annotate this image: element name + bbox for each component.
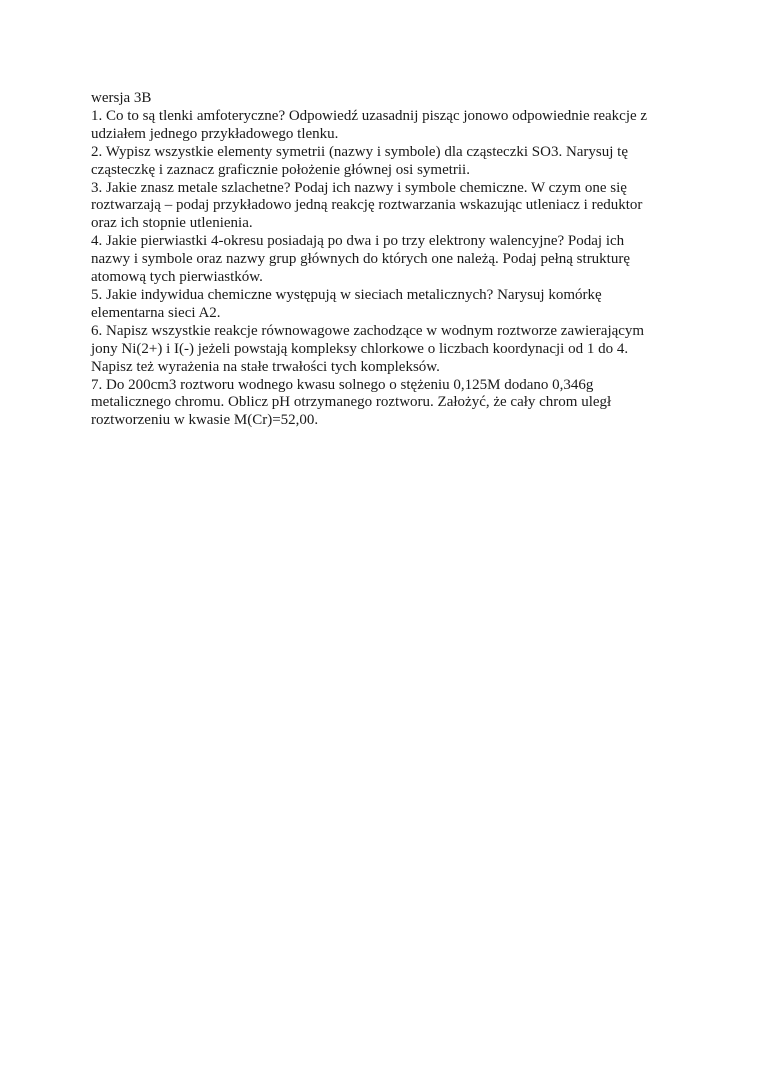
document-content [91, 90, 671, 430]
question-7 [91, 377, 671, 431]
question-3-line-3: oraz ich stopnie utlenienia. [91, 215, 253, 232]
question-3 [91, 180, 671, 234]
question-6-line-3: Napisz też wyrażenia na stałe trwałości tych kompleksów. [91, 358, 440, 375]
question-2-line-2: cząsteczkę i zaznacz graficznie położenie głównej osi symetrii. [91, 161, 470, 178]
question-1-line-2: udziałem jednego przykładowego tlenku. [91, 125, 339, 142]
question-2 [91, 144, 671, 180]
question-6-line-2: jony Ni(2+) i I(-) jeżeli powstają kompleksy chlorkowe o liczbach koordynacji od 1 do 4. [91, 340, 629, 357]
question-7-line-1: 7. Do 200cm3 roztworu wodnego kwasu solnego o stężeniu 0,125M dodano 0,346g [91, 376, 594, 393]
version-label: wersja 3B [91, 90, 152, 106]
question-5 [91, 287, 671, 323]
question-5-line-1: 5. Jakie indywidua chemiczne występują w sieciach metalicznych? Narysuj komórkę [91, 286, 602, 303]
question-3-line-1: 3. Jakie znasz metale szlachetne? Podaj ich nazwy i symbole chemiczne. W czym one się [91, 179, 627, 196]
question-6 [91, 323, 671, 377]
question-5-line-2: elementarna sieci A2. [91, 304, 221, 321]
question-1 [91, 108, 671, 144]
question-4-line-3: atomową tych pierwiastków. [91, 269, 263, 286]
question-4-line-2: nazwy i symbole oraz nazwy grup głównych do których one należą. Podaj pełną strukturę [91, 251, 631, 268]
question-6-line-1: 6. Napisz wszystkie reakcje równowagowe zachodzące w wodnym roztworze zawierającym [91, 322, 645, 339]
question-7-line-3: roztworzeniu w kwasie M(Cr)=52,00. [91, 412, 319, 429]
question-7-line-2: metalicznego chromu. Oblicz pH otrzymanego roztworu. Założyć, że cały chrom uległ [91, 394, 612, 411]
question-4-line-1: 4. Jakie pierwiastki 4-okresu posiadają po dwa i po trzy elektrony walencyjne? Podaj ich [91, 233, 625, 250]
question-3-line-2: roztwarzają – podaj przykładowo jedną reakcję roztwarzania wskazując utleniacz i reduktor [91, 197, 643, 214]
question-4 [91, 233, 671, 287]
question-2-line-1: 2. Wypisz wszystkie elementy symetrii (nazwy i symbole) dla cząsteczki SO3. Narysuj tę [91, 143, 629, 160]
question-1-line-1: 1. Co to są tlenki amfoteryczne? Odpowiedź uzasadnij pisząc jonowo odpowiednie reakcje z [91, 107, 648, 124]
